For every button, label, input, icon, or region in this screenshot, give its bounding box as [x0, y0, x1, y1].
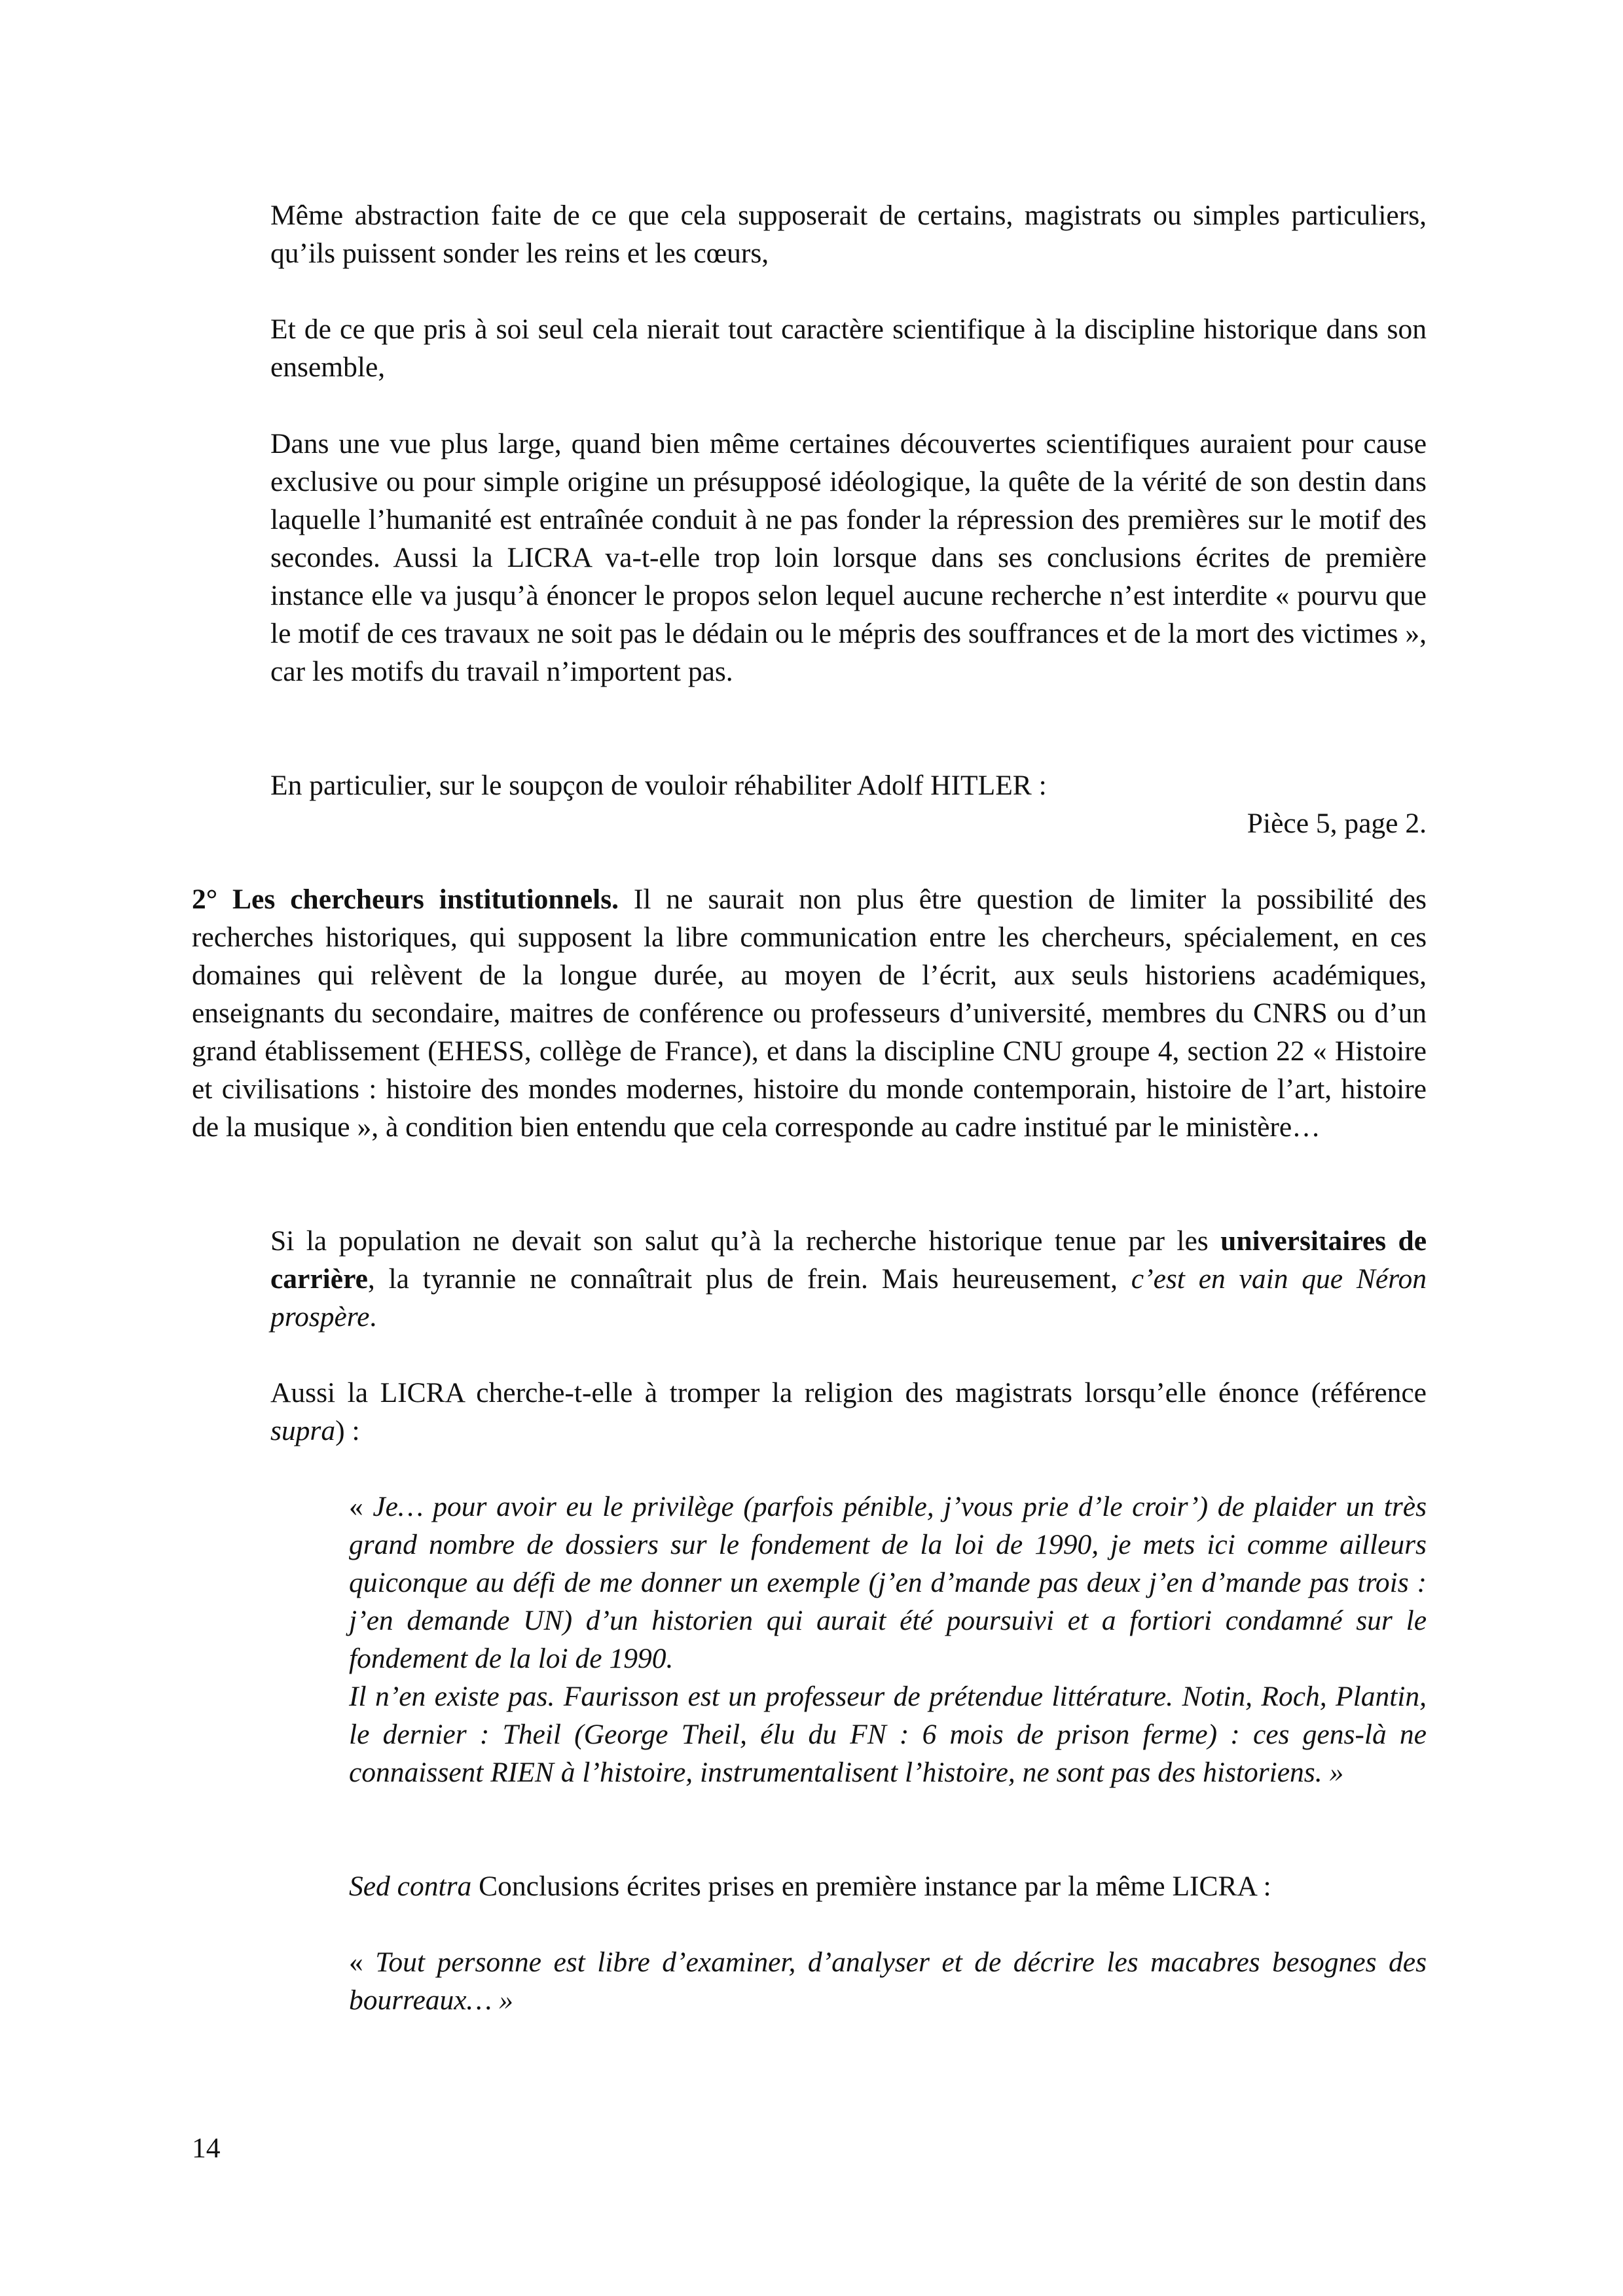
paragraph-scientific-character: Et de ce que pris à soi seul cela nierait tout caractère scientifique à la discipline historique dans son ensemble,	[270, 314, 1427, 383]
section-institutional-researchers	[192, 880, 1427, 1146]
italic-citation: c’est en vain que Néron prospère	[270, 1263, 1427, 1333]
section-heading: 2° Les chercheurs institutionnels.	[192, 884, 619, 915]
block-quote-licra-conclusions: « Tout personne est libre d’examiner, d’analyser et de décrire les macabres besognes des bourreaux… »	[349, 1946, 1427, 2016]
paragraph-broader-view: Dans une vue plus large, quand bien même certaines découvertes scientifiques auraient pour cause exclusive ou pour simple origine un présupposé idéologique, la quête de la vérité de son destin dans laquelle l’humanité est entraînée conduit à ne pas fonder la répression des premières sur le motif des secondes. Aussi la LICRA va-t-elle trop loin lorsque dans ses conclusions écrites de première instance elle va jusqu’à énoncer le propos selon lequel aucune recherche n’est interdite « pourvu que le motif de ces travaux ne soit pas le dédain ou le mépris des souffrances et de la mort des victimes », car les motifs du travail n’importent pas.	[270, 428, 1427, 687]
italic-supra: supra	[270, 1415, 336, 1446]
exhibit-reference: Pièce 5, page 2.	[1247, 808, 1427, 839]
section-body: Il ne saurait non plus être question de limiter la possibilité des recherches historiques, qui supposent la libre communication entre les chercheurs, spécialement, en ces domaines qui relèvent de la longue durée, au moyen de l’écrit, aux seuls historiens académiques, enseignants du secondaire, maitres de conférence ou professeurs d’université, membres du CNRS ou d’un grand établissement (EHESS, collège de France), et dans la discipline CNU groupe 4, section 22 « Histoire et civilisations : histoire des mondes modernes, histoire du monde contemporain, histoire de l’art, histoire de la musique », à condition bien entendu que cela corresponde au cadre institué par le ministère…	[192, 884, 1427, 1143]
bold-emphasis: universitaires de carrière	[270, 1225, 1427, 1295]
paragraph-abstraction: Même abstraction faite de ce que cela supposerait de certains, magistrats ou simples particuliers, qu’ils puissent sonder les reins et les cœurs,	[270, 200, 1427, 269]
page-number: 14	[192, 2132, 221, 2164]
paragraph-hitler-suspicion: En particulier, sur le soupçon de vouloir réhabiliter Adolf HITLER :	[270, 770, 1047, 801]
sed-contra-line: Sed contra Conclusions écrites prises en première instance par la même LICRA :	[349, 1871, 1271, 1902]
paragraph-population-salvation: Si la population ne devait son salut qu’à la recherche historique tenue par les universitaires de carrière, la tyrannie ne connaîtrait plus de frein. Mais heureusement, c’est en vain que Néron prospère.	[270, 1225, 1427, 1333]
paragraph-licra-deceive: Aussi la LICRA cherche-t-elle à tromper la religion des magistrats lorsqu’elle énonce (référence supra) :	[270, 1377, 1427, 1446]
block-quote-continued: Il n’en existe pas. Faurisson est un professeur de prétendue littérature. Notin, Roch, Plantin, le dernier : Theil (George Theil, élu du FN : 6 mois de prison ferme) : ces gens-là ne connaissent RIEN à l’histoire, instrumentalisent l’histoire, ne sont pas des historiens. »	[349, 1681, 1427, 1788]
block-quote-lawyer: « Je… pour avoir eu le privilège (parfois pénible, j’vous prie d’le croir’) de plaider un très grand nombre de dossiers sur le fondement de la loi de 1990, je mets ici comme ailleurs quiconque au défi de me donner un exemple (j’en d’mande pas deux j’en d’mande pas trois : j’en demande UN) d’un historien qui aurait été poursuivi et a fortiori condamné sur le fondement de la loi de 1990.	[349, 1491, 1427, 1674]
